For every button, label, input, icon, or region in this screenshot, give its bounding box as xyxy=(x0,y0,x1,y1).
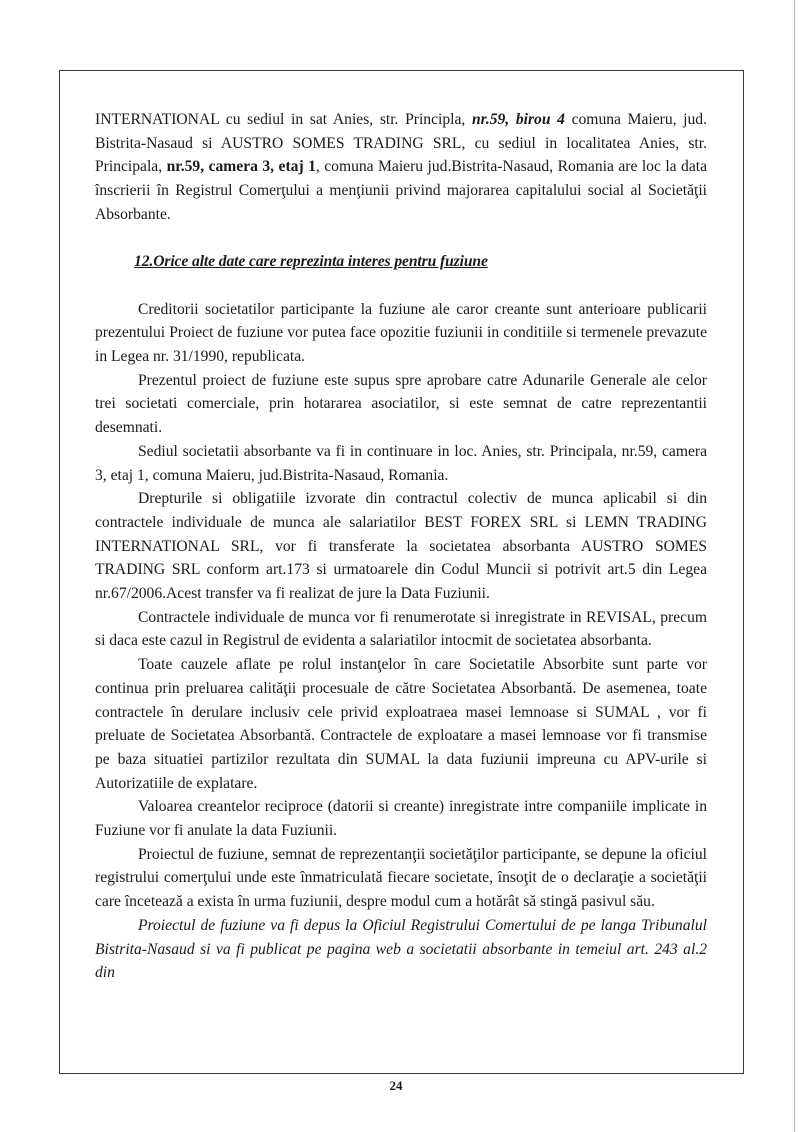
paragraph-creditors: Creditorii societatilor participante la fuziune ale caror creante sunt anterioare publicarii prezentului Proiect de fuziune vor putea face opozitie fuziunii in conditiile si termenele prevazute in Legea nr. 31/1990, republicata. xyxy=(95,300,707,365)
spacer xyxy=(95,274,707,298)
text-run-bold: nr.59, camera 3, etaj 1 xyxy=(166,158,316,176)
text-run: INTERNATIONAL cu sediul in sat Anies, str. Principla, xyxy=(95,111,472,128)
paragraph-project-filing: Proiectul de fuziune, semnat de reprezentanţii societăţilor participante, se depune la oficiul registrului comerţului unde este înmatriculată fiecare societate, însoţit de o declaraţie a societăţii care încetează a exista în urma fuziunii, despre modul cum a hotărât să stingă pasivul său. xyxy=(95,845,707,911)
section-heading: 12.Orice alte date care reprezinta interes pentru fuziune xyxy=(134,253,488,271)
paragraph-approval: Prezentul proiect de fuziune este supus spre aprobare catre Adunarile Generale ale celor trei societati comerciale, prin hotararea asociatilor, si este semnat de catre reprezentantii desemnati. xyxy=(95,371,707,437)
text-run: comuna Maieru, jud. Bistrita-Nasaud si AUSTRO SOMES TRADING SRL, cu sediul in localitatea Anies, str. Principala, xyxy=(95,111,707,176)
document-body xyxy=(95,108,707,985)
paragraph-headquarters: Sediul societatii absorbante va fi in continuare in loc. Anies, str. Principala, nr.59, camera 3, etaj 1, comuna Maieru, jud.Bistrita-Nasaud, Romania. xyxy=(95,442,707,484)
paragraph-court-cases: Toate cauzele aflate pe rolul instanţelor în care Societatile Absorbite sunt parte vor continua prin preluarea calităţii procesuale de către Societatea Absorbantă. De asemenea, toate contractele în derulare inclusiv cele privid exploatraea masei lemnoase si SUMAL , vor fi preluate de Societatea Absorbantă. Contractele de exploatare a masei lemnoase vor fi transmise pe baza situatiei partizilor rezultata din SUMAL la data fuziunii impreuna cu APV-urile si Autorizatiile de explatare. xyxy=(95,656,707,792)
text-run-bold-italic: nr.59, birou 4 xyxy=(471,111,565,128)
paragraph-employment-contracts: Contractele individuale de munca vor fi renumerotate si inregistrate in REVISAL, precum si daca este cazul in Registrul de evidenta a salariatilor intocmit de societatea absorbanta. xyxy=(95,608,707,650)
paragraph-publication: Proiectul de fuziune va fi depus la Oficiul Registrului Comertului de pe langa Tribunalul Bistrita-Nasaud si va fi publicat pe pagina web a societatii absorbante in temeiul art. 243 al.2 din xyxy=(95,916,707,982)
paragraph-reciprocal-claims: Valoarea creantelor reciproce (datorii si creante) inregistrate intre companiile implicate in Fuziune vor fi anulate la data Fuziunii. xyxy=(95,798,707,840)
page-number: 24 xyxy=(389,1078,403,1093)
scan-edge-line xyxy=(794,0,795,1132)
text-run: , comuna Maieru jud.Bistrita-Nasaud, Romania are loc la data înscrierii în Registrul Comerţului a menţiunii privind majorarea capitalului social al Societăţii Absorbante. xyxy=(95,158,707,223)
paragraph-employee-rights: Drepturile si obligatiile izvorate din contractul colectiv de munca aplicabil si din contractele individuale de munca ale salariatilor BEST FOREX SRL si LEMN TRADING INTERNATIONAL SRL, vor fi transferate la societatea absorbanta AUSTRO SOMES TRADING SRL conform art.173 si urmatoarele din Codul Muncii si potrivit art.5 din Legea nr.67/2006.Acest transfer va fi realizat de jure la Data Fuziunii. xyxy=(95,490,707,603)
paragraph-continuation xyxy=(95,108,707,227)
spacer xyxy=(95,227,707,251)
